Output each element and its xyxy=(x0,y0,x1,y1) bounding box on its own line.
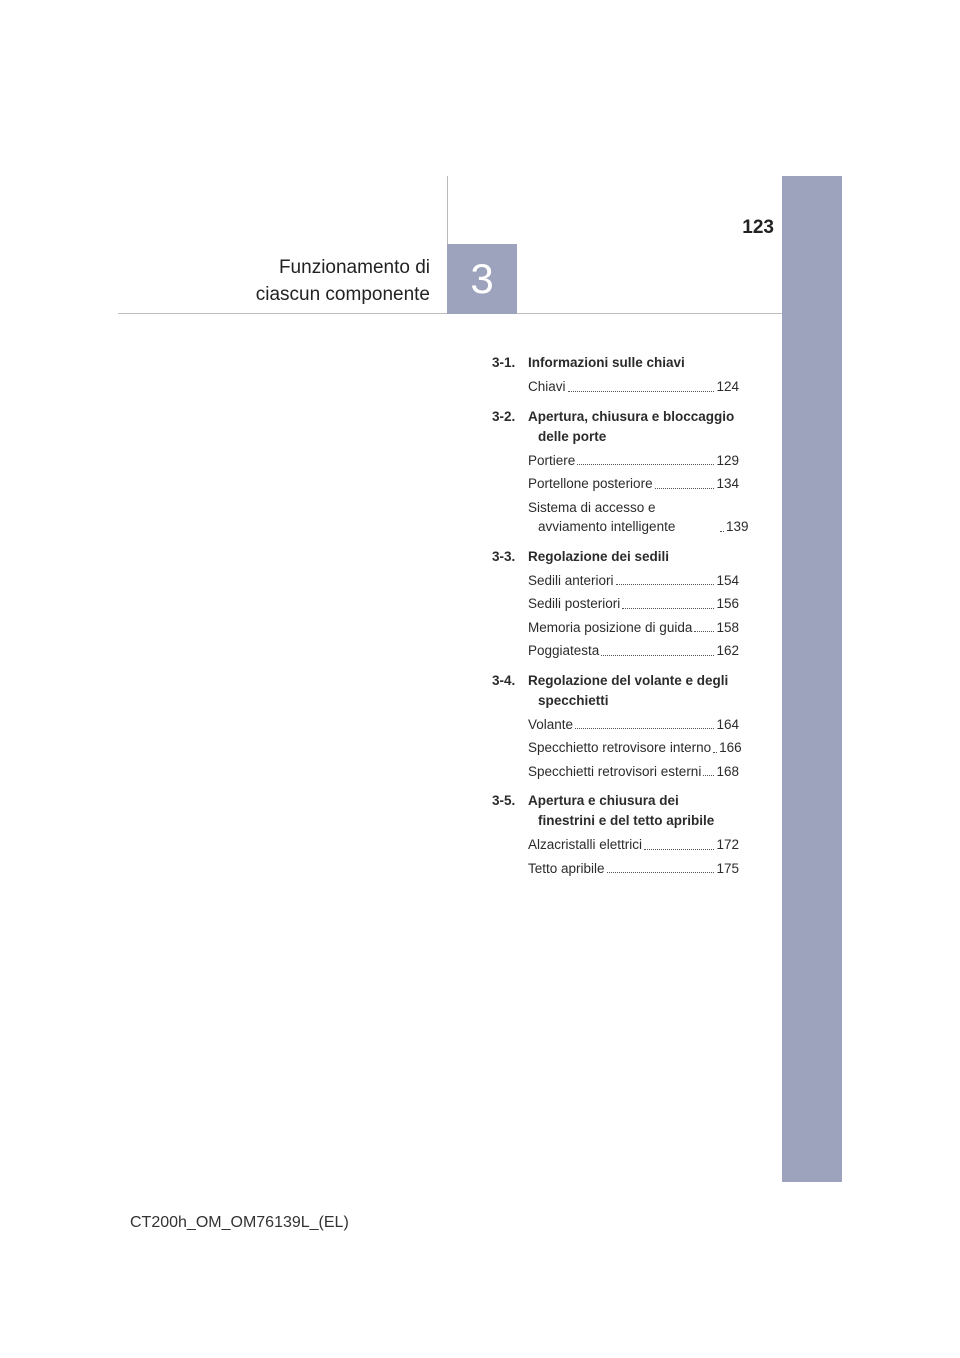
toc-section-number: 3-3. xyxy=(492,548,516,564)
toc-entry-label: Volante xyxy=(528,716,574,732)
chapter-title-line1: Funzionamento di xyxy=(278,257,430,278)
toc-entry-label: Alzacristalli elettrici xyxy=(528,837,643,852)
toc-section-title: Informazioni sulle chiavi xyxy=(528,355,685,370)
toc-entry[interactable] xyxy=(528,474,739,494)
toc-entry-leader-dots xyxy=(575,728,714,729)
chapter-side-tab xyxy=(782,176,842,1182)
toc-entry-label: Portiere xyxy=(528,452,576,468)
toc-entry[interactable] xyxy=(528,498,749,537)
chapter-number-box xyxy=(447,244,517,314)
toc-entry-page: 139 xyxy=(726,519,749,534)
toc-entry-label: Poggiatesta xyxy=(528,643,600,658)
toc-section-title: Regolazione dei sedili xyxy=(528,548,670,564)
toc-section-number: 3-5. xyxy=(492,793,516,808)
toc-entry-label: Memoria posizione di guida xyxy=(528,619,693,635)
chapter-title xyxy=(256,254,430,308)
toc-entry-page: 172 xyxy=(716,837,739,852)
toc-section-number: 3-2. xyxy=(492,408,516,424)
toc-entry[interactable] xyxy=(528,571,739,591)
toc-entry-leader-dots xyxy=(568,391,715,392)
chapter-number: 3 xyxy=(470,255,494,302)
toc-entry-leader-dots xyxy=(607,872,715,873)
toc-entry-page: 164 xyxy=(716,716,739,732)
toc-entry-leader-dots xyxy=(577,464,714,465)
toc-entry-label: Sistema di accesso e avviamento intelligente xyxy=(528,499,676,534)
toc-section-heading xyxy=(492,353,739,373)
toc-entry[interactable] xyxy=(528,738,742,758)
page-number: 123 xyxy=(742,217,774,238)
toc-entry[interactable] xyxy=(528,377,739,397)
toc-entry-label: Chiavi xyxy=(528,379,566,394)
toc-entry-label: Specchietto retrovisore interno xyxy=(528,740,712,755)
toc-entry[interactable] xyxy=(528,641,739,661)
toc-entry-leader-dots xyxy=(720,531,724,532)
toc-entry-page: 166 xyxy=(719,740,742,755)
toc-entry-leader-dots xyxy=(601,655,714,656)
toc-entry-leader-dots xyxy=(694,631,714,632)
toc-entry-page: 134 xyxy=(716,476,739,491)
toc-entry[interactable] xyxy=(528,451,739,471)
toc-section-title: Apertura, chiusura e bloccaggio delle porte xyxy=(528,408,735,444)
toc-entry[interactable] xyxy=(528,618,739,638)
toc-section-number: 3-1. xyxy=(492,355,516,370)
toc-entry[interactable] xyxy=(528,859,739,879)
toc-entry-leader-dots xyxy=(616,584,715,585)
toc-entry-page: 156 xyxy=(716,596,739,611)
toc-entry-page: 129 xyxy=(716,452,739,468)
toc-section-heading xyxy=(492,671,739,711)
toc-entry[interactable] xyxy=(528,835,739,855)
toc-entry-page: 175 xyxy=(716,860,739,876)
toc-section-heading xyxy=(492,791,739,831)
toc-entry-page: 154 xyxy=(716,572,739,588)
toc-entry-leader-dots xyxy=(655,488,715,489)
toc-entry-page: 168 xyxy=(716,763,739,779)
toc-entry-label: Portellone posteriore xyxy=(528,476,653,491)
toc-entry-leader-dots xyxy=(713,752,717,753)
toc-section-number: 3-4. xyxy=(492,672,516,688)
toc-entry-page: 162 xyxy=(716,643,739,658)
toc-entry-label: Sedili posteriori xyxy=(528,596,621,611)
toc-section-title: Apertura e chiusura dei finestrini e del tetto apribile xyxy=(528,793,715,828)
toc-entry-page: 158 xyxy=(716,619,739,635)
toc-section-heading xyxy=(492,407,739,447)
toc-entry[interactable] xyxy=(528,715,739,735)
toc-entry-label: Sedili anteriori xyxy=(528,572,614,588)
toc-section-title: Regolazione del volante e degli specchietti xyxy=(528,672,729,708)
toc-entry-page: 124 xyxy=(716,379,739,394)
toc-entry-label: Specchietti retrovisori esterni xyxy=(528,763,702,779)
toc-section-heading xyxy=(492,547,739,567)
footer-code: CT200h_OM_OM76139L_(EL) xyxy=(130,1214,349,1231)
toc-entry-leader-dots xyxy=(644,849,714,850)
table-of-contents xyxy=(492,353,749,878)
toc-entry[interactable] xyxy=(528,762,739,782)
toc-entry-leader-dots xyxy=(703,775,714,776)
header-vertical-rule xyxy=(447,176,448,244)
chapter-title-line2: ciascun componente xyxy=(255,284,430,305)
toc-entry-label: Tetto apribile xyxy=(528,860,605,876)
toc-entry[interactable] xyxy=(528,594,739,614)
toc-entry-leader-dots xyxy=(622,608,714,609)
